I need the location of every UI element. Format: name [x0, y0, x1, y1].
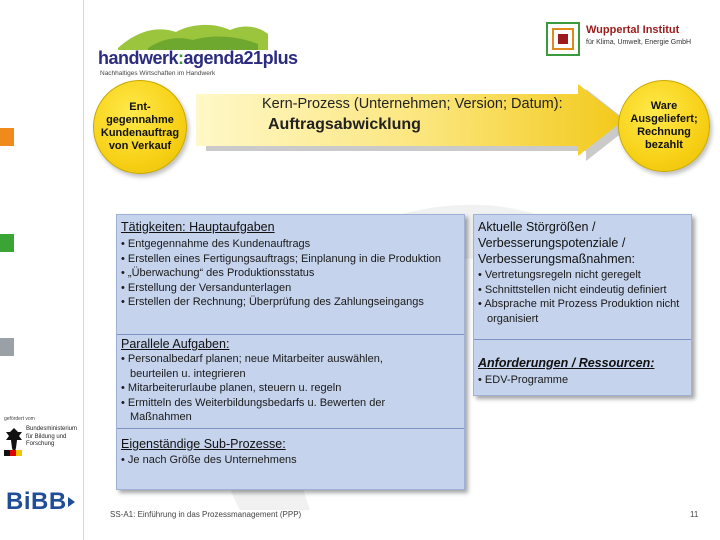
list-item: • Entgegennahme des Kundenauftrags — [121, 237, 459, 252]
side-tab-gray — [0, 338, 14, 356]
federal-eagle-icon — [4, 426, 24, 456]
wuppertal-name: Wuppertal Institut — [586, 24, 680, 36]
subprocess-list — [121, 453, 459, 468]
list-item: • Vertretungsregeln nicht geregelt — [478, 268, 688, 283]
list-item: • Erstellen eines Fertigungsauftrags; Einplanung in die Produktion — [121, 252, 459, 267]
disturbances-title: Aktuelle Störgrößen / Verbesserungspotenziale / Verbesserungsmaßnahmen: — [478, 220, 636, 266]
wuppertal-mark-icon — [546, 22, 580, 56]
wuppertal-institut-logo — [546, 22, 716, 62]
section-divider — [117, 334, 464, 335]
list-item: • EDV-Programme — [478, 373, 688, 388]
section-divider — [474, 339, 691, 340]
list-item: • Erstellung der Versandunterlagen — [121, 281, 459, 296]
input-trigger-text: Ent- gegennahme Kundenauftrag von Verkauf — [100, 101, 180, 152]
output-result-text: Ware Ausgeliefert; Rechnung bezahlt — [630, 100, 698, 151]
list-item: • Mitarbeiterurlaube planen, steuern u. regeln — [121, 381, 421, 396]
list-item: • Erstellen der Rechnung; Überprüfung des Zahlungseingangs — [121, 295, 459, 310]
bibb-logo: BiBB — [6, 488, 67, 515]
list-item: • Je nach Größe des Unternehmens — [121, 453, 459, 468]
list-item: • Ermitteln des Weiterbildungsbedarfs u. Bewerten der Maßnahmen — [121, 396, 421, 425]
handwerk-subtitle: Nachhaltiges Wirtschaften im Handwerk — [100, 70, 216, 77]
handwerk-title — [98, 48, 298, 69]
list-item: • Absprache mit Prozess Produktion nicht organisiert — [478, 297, 688, 326]
subprocess-title: Eigenständige Sub-Prozesse: — [121, 437, 286, 451]
improvements-panel — [473, 214, 692, 396]
section-divider — [117, 428, 464, 429]
list-item: • Personalbedarf planen; neue Mitarbeiter auswählen, beurteilen u. integrieren — [121, 352, 421, 381]
activities-title: Tätigkeiten: Hauptaufgaben — [121, 220, 275, 234]
input-trigger-circle — [93, 80, 187, 174]
footer-text: SS-A1: Einführung in das Prozessmanagement (PPP) — [110, 510, 302, 519]
handwerk-title-sep: : — [178, 48, 184, 68]
page-number: 11 — [690, 510, 699, 519]
wuppertal-tagline: für Klima, Umwelt, Energie GmbH — [586, 39, 692, 46]
list-item: • „Überwachung“ des Produktionsstatus — [121, 266, 459, 281]
activities-panel — [116, 214, 465, 490]
side-tab-green — [0, 234, 14, 252]
bmbf-logo — [4, 416, 80, 476]
handwerk-agenda21plus-logo — [98, 22, 298, 84]
parallel-title: Parallele Aufgaben: — [121, 337, 230, 351]
bmbf-small-text: gefördert vom — [4, 416, 35, 422]
bmbf-text: Bundesministerium für Bildung und Forschung — [26, 426, 78, 447]
bibb-arrow-icon — [68, 497, 75, 507]
activities-list — [121, 237, 459, 310]
parallel-list — [121, 352, 421, 425]
process-name: Auftragsabwicklung — [268, 116, 421, 133]
handwerk-title-part2: agenda21plus — [183, 48, 298, 68]
requirements-title: Anforderungen / Ressourcen: — [478, 356, 655, 370]
handwerk-title-part1: handwerk — [98, 48, 179, 68]
disturbances-list — [478, 268, 688, 326]
list-item: • Schnittstellen nicht eindeutig definiert — [478, 283, 688, 298]
output-result-circle — [618, 80, 710, 172]
side-tab-orange — [0, 128, 14, 146]
requirements-list — [478, 373, 688, 388]
process-header: Kern-Prozess (Unternehmen; Version; Datum): — [262, 96, 563, 112]
logo-hills-icon — [118, 22, 268, 50]
